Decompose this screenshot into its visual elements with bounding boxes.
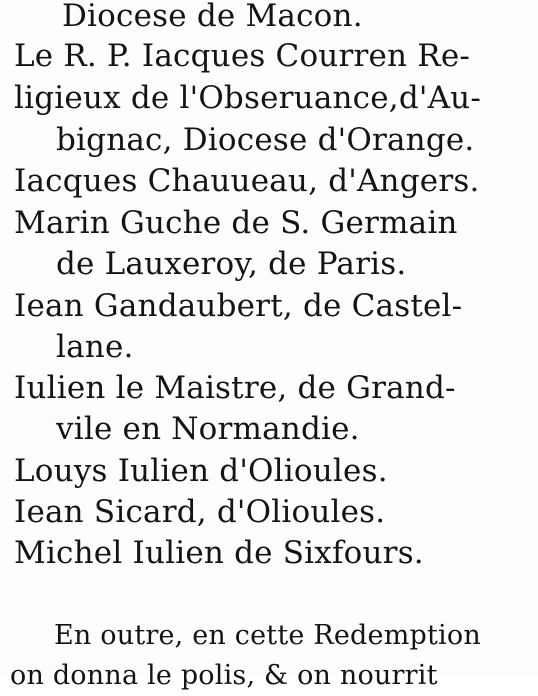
text-line: vile en Normandie. [56, 411, 360, 447]
text-line: Le R. P. Iacques Courren Re- [14, 38, 471, 74]
text-line: Iean Sicard, d'Olioules. [14, 494, 386, 530]
text-line: En outre, en cette Redemption [54, 620, 481, 651]
text-line: lane. [56, 329, 134, 365]
text-line: Iean Gandaubert, de Castel- [14, 288, 463, 324]
text-line: Marin Guche de S. Germain [14, 205, 458, 241]
text-line: on donna le polis, & on nourrit [10, 660, 438, 691]
text-line: bignac, Diocese d'Orange. [56, 122, 475, 158]
text-line: de Lauxeroy, de Paris. [56, 246, 407, 282]
text-line: ligieux de l'Obseruance,d'Au- [14, 80, 482, 116]
text-line: Michel Iulien de Sixfours. [14, 535, 424, 571]
text-line: Diocese de Macon. [62, 0, 363, 34]
text-line: Iulien le Maistre, de Grand- [14, 370, 456, 406]
text-line: Louys Iulien d'Olioules. [14, 453, 388, 489]
text-line: Iacques Chauueau, d'Angers. [14, 163, 480, 199]
